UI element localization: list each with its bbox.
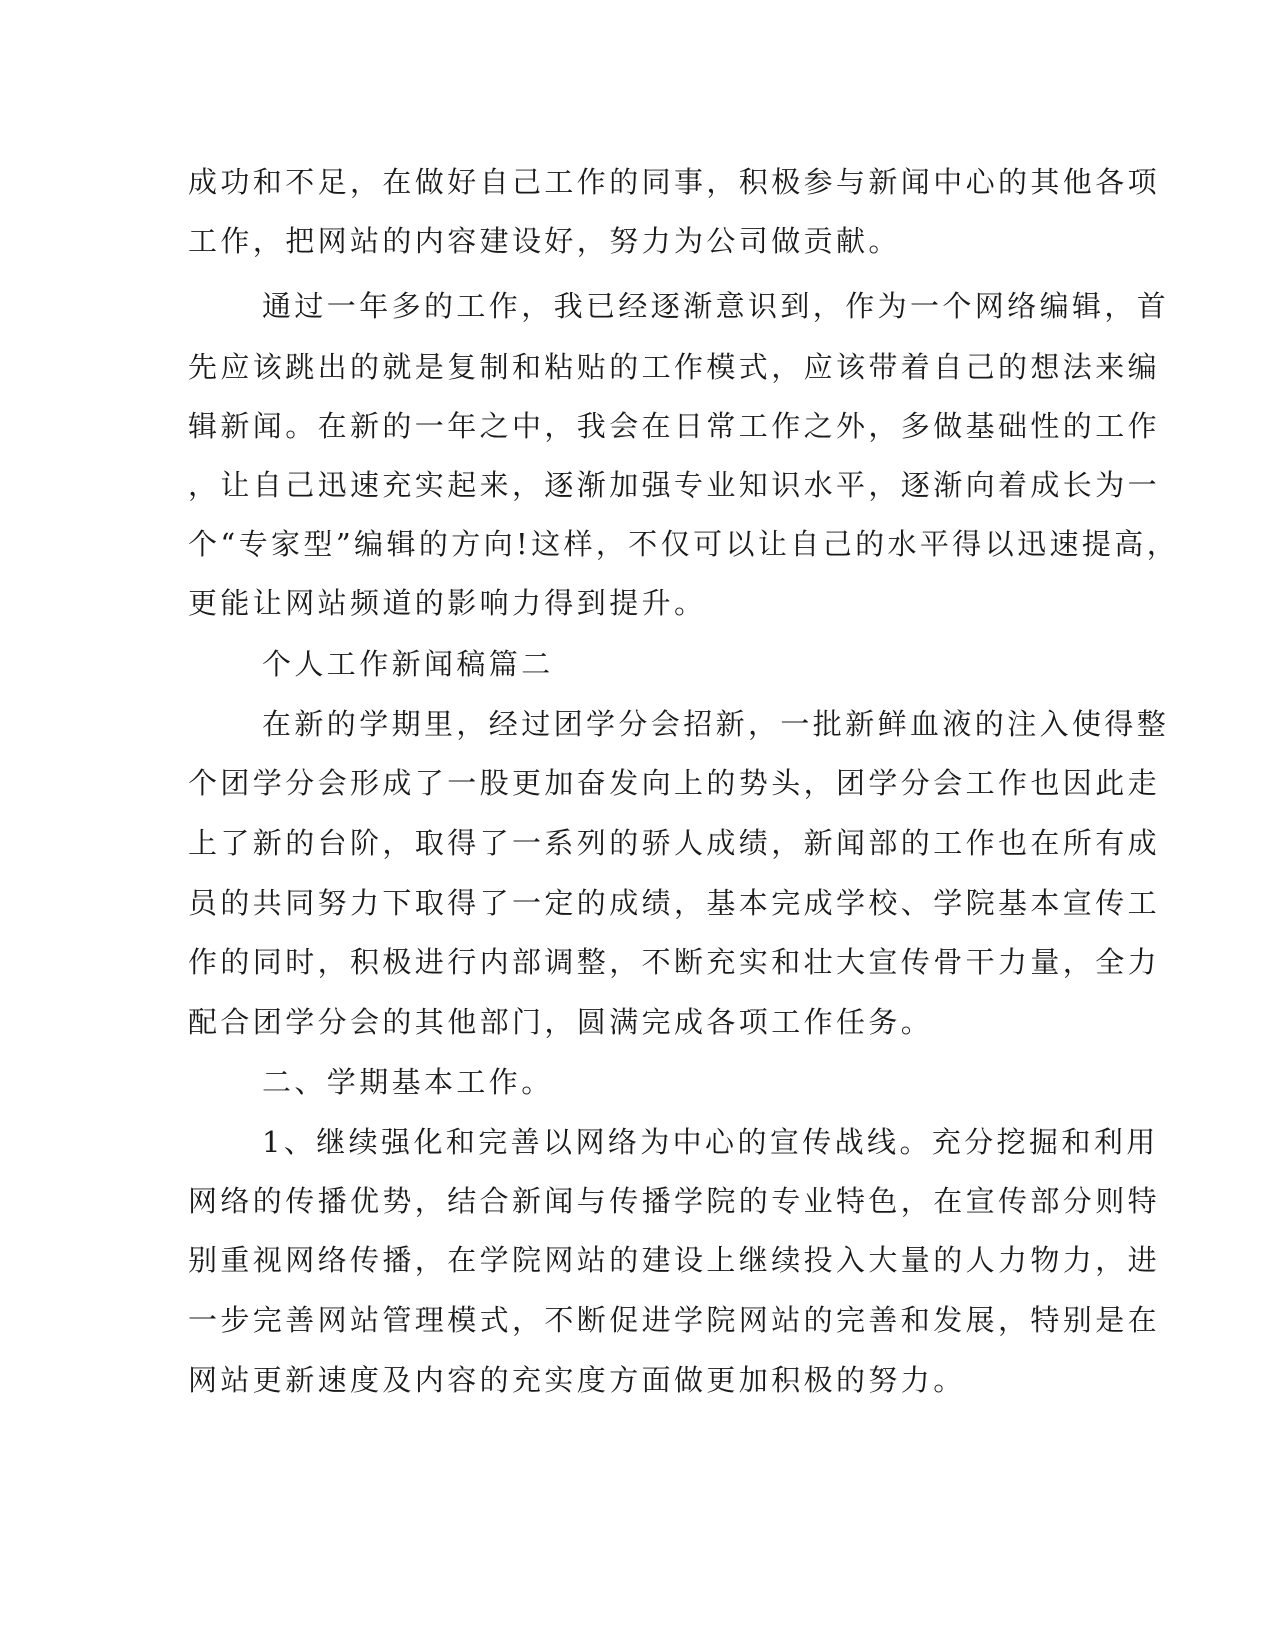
text-line: 通过一年多的工作，我已经逐渐意识到，作为一个网络编辑，首: [262, 289, 1170, 323]
text-line: 在新的学期里，经过团学分会招新，一批新鲜血液的注入使得整: [262, 707, 1170, 741]
text-line: 工作，把网站的内容建设好，努力为公司做贡献。: [188, 224, 901, 258]
text-line: 上了新的台阶，取得了一系列的骄人成绩，新闻部的工作也在所有成: [188, 826, 1161, 860]
text-line: 更能让网站频道的影响力得到提升。: [188, 586, 707, 620]
text-line: 个团学分会形成了一股更加奋发向上的势头，团学分会工作也因此走: [188, 766, 1161, 800]
text-line: ，让自己迅速充实起来，逐渐加强专业知识水平，逐渐向着成长为一: [188, 468, 1161, 502]
text-line: 别重视网络传播，在学院网站的建设上继续投入大量的人力物力，进: [188, 1243, 1161, 1277]
text-line: 作的同时，积极进行内部调整，不断充实和壮大宣传骨干力量，全力: [188, 945, 1161, 979]
section-heading: 个人工作新闻稿篇二: [262, 647, 554, 681]
text-line: 成功和不足，在做好自己工作的同事，积极参与新闻中心的其他各项: [188, 165, 1161, 199]
text-line: 配合团学分会的其他部门，圆满完成各项工作任务。: [188, 1005, 934, 1039]
text-line: 辑新闻。在新的一年之中，我会在日常工作之外，多做基础性的工作: [188, 409, 1161, 443]
text-line: 员的共同努力下取得了一定的成绩，基本完成学校、学院基本宣传工: [188, 886, 1161, 920]
text-line: 一步完善网站管理模式，不断促进学院网站的完善和发展，特别是在: [188, 1303, 1161, 1337]
text-line: 网络的传播优势，结合新闻与传播学院的专业特色，在宣传部分则特: [188, 1184, 1161, 1218]
section-heading: 二、学期基本工作。: [262, 1065, 554, 1099]
text-line: 个“专家型”编辑的方向!这样，不仅可以让自己的水平得以迅速提高，: [188, 527, 1180, 561]
text-line: 1、继续强化和完善以网络为中心的宣传战线。充分挖掘和利用: [262, 1125, 1159, 1159]
text-line: 网站更新速度及内容的充实度方面做更加积极的努力。: [188, 1363, 966, 1397]
text-line: 先应该跳出的就是复制和粘贴的工作模式，应该带着自己的想法来编: [188, 350, 1161, 384]
